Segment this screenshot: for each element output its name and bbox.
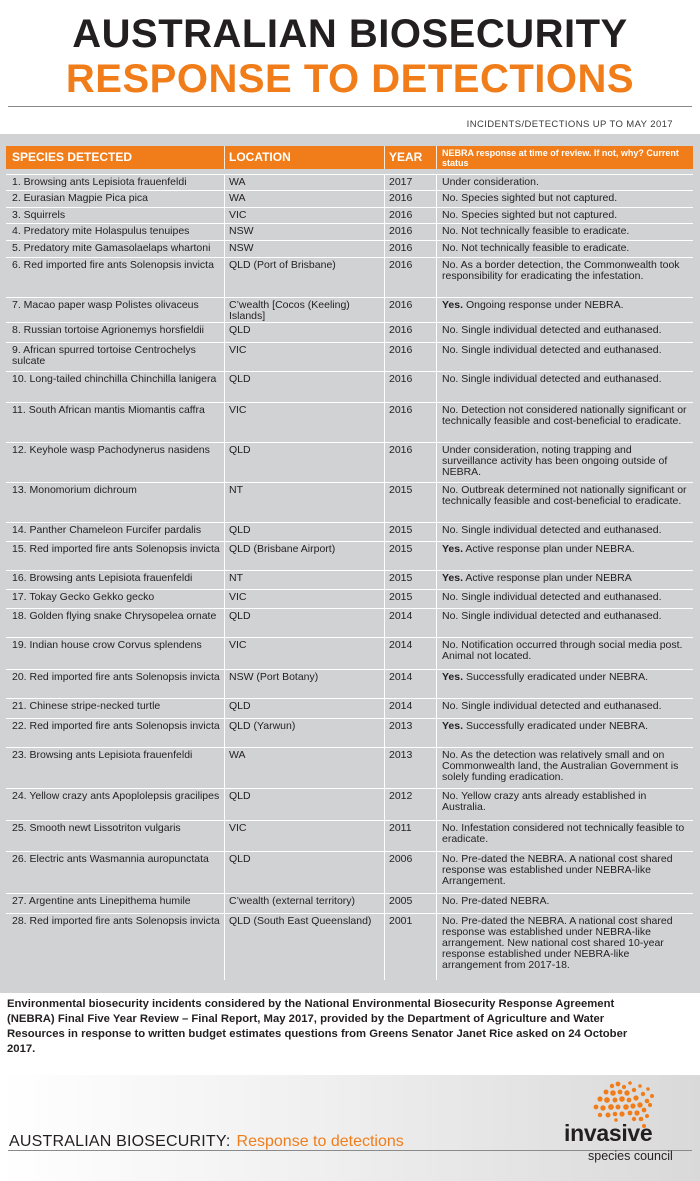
response-text: No. Single individual detected and euthanased. <box>442 700 662 712</box>
response-cell <box>442 592 687 603</box>
response-text: No. Outbreak determined not nationally significant or technically feasible and cost-beneficial to eradicate. <box>442 484 687 507</box>
divider <box>8 106 692 107</box>
column-divider <box>436 821 437 851</box>
species-cell: 1. Browsing ants Lepisiota frauenfeldi <box>12 176 187 188</box>
species-cell: 10. Long-tailed chinchilla Chinchilla lanigera <box>12 373 217 385</box>
species-cell: 12. Keyhole wasp Pachodynerus nasidens <box>12 444 210 456</box>
table-row <box>6 297 693 322</box>
column-divider <box>436 146 437 169</box>
column-divider <box>224 590 225 608</box>
response-text: No. Notification occurred through social media post. Animal not located. <box>442 639 683 662</box>
response-cell <box>442 721 687 732</box>
year-cell: 2016 <box>389 225 413 237</box>
table-row <box>6 718 693 747</box>
column-divider <box>384 372 385 402</box>
column-divider <box>224 403 225 442</box>
species-cell: 2. Eurasian Magpie Pica pica <box>12 192 148 204</box>
year-cell: 2012 <box>389 790 413 802</box>
location-cell: QLD (Port of Brisbane) <box>229 259 336 271</box>
response-text: No. Single individual detected and euthanased. <box>442 524 662 536</box>
year-cell: 2015 <box>389 524 413 536</box>
column-divider <box>384 894 385 913</box>
species-cell: 15. Red imported fire ants Solenopsis invicta <box>12 543 220 555</box>
column-divider <box>436 241 437 257</box>
response-yes-label: Yes. <box>442 543 464 555</box>
column-divider <box>224 852 225 893</box>
column-divider <box>224 542 225 570</box>
response-cell <box>442 374 687 385</box>
footer-title: AUSTRALIAN BIOSECURITY: <box>9 1133 231 1150</box>
column-divider <box>384 852 385 893</box>
column-divider <box>384 719 385 747</box>
location-cell: QLD <box>229 853 251 865</box>
year-cell: 2016 <box>389 242 413 254</box>
year-cell: 2013 <box>389 720 413 732</box>
footer-subtitle: Response to detections <box>236 1133 404 1150</box>
location-cell: QLD <box>229 324 251 336</box>
column-divider <box>224 914 225 980</box>
response-cell <box>442 750 687 783</box>
column-divider <box>436 670 437 698</box>
source-footnote: Environmental biosecurity incidents considered by the National Environmental Biosecurity Response Agreement (NEBRA) Final Five Year Review – Final Report, May 2017, provided by the Department of Agriculture and Water Resources in response to written budget estimates questions from Greens Senator Janet Rice asked on 24 October 2017. <box>7 998 628 1055</box>
year-cell: 2016 <box>389 299 413 311</box>
species-cell: 8. Russian tortoise Agrionemys horsfieldii <box>12 324 205 336</box>
column-divider <box>436 894 437 913</box>
table-row <box>6 402 693 442</box>
location-cell: VIC <box>229 344 247 356</box>
location-cell: VIC <box>229 209 247 221</box>
response-text: Under consideration, noting trapping and surveillance activity has been ongoing outside of NEBRA. <box>442 444 668 478</box>
year-cell: 2016 <box>389 444 413 456</box>
location-cell: C’wealth (external territory) <box>229 895 356 907</box>
footer-caption <box>9 1133 404 1151</box>
table-row <box>6 820 693 851</box>
response-text: No. Infestation considered not technically feasible to eradicate. <box>442 822 685 845</box>
response-text: No. Single individual detected and euthanased. <box>442 373 662 385</box>
response-text: No. Single individual detected and euthanased. <box>442 324 662 336</box>
response-text: No. Yellow crazy ants already established in Australia. <box>442 790 647 813</box>
year-cell: 2016 <box>389 344 413 356</box>
table-row <box>6 851 693 893</box>
column-divider <box>224 241 225 257</box>
response-text: No. Species sighted but not captured. <box>442 209 618 221</box>
column-divider <box>436 748 437 788</box>
column-divider <box>436 343 437 371</box>
header-nebra-response: NEBRA response at time of review. If not, why? Current status <box>442 148 679 168</box>
species-cell: 17. Tokay Gecko Gekko gecko <box>12 591 155 603</box>
column-divider <box>384 343 385 371</box>
year-cell: 2013 <box>389 749 413 761</box>
location-cell: QLD <box>229 373 251 385</box>
column-divider <box>384 191 385 207</box>
table-row <box>6 541 693 570</box>
page-title: AUSTRALIAN BIOSECURITY <box>72 12 628 56</box>
location-cell: QLD <box>229 610 251 622</box>
logo-word-species-council: species council <box>588 1149 673 1163</box>
response-text: No. Single individual detected and euthanased. <box>442 610 662 622</box>
species-cell: 19. Indian house crow Corvus splendens <box>12 639 202 651</box>
column-divider <box>384 175 385 190</box>
column-divider <box>384 670 385 698</box>
column-divider <box>224 821 225 851</box>
table-row <box>6 371 693 402</box>
response-cell <box>442 791 687 813</box>
response-text: No. Single individual detected and euthanased. <box>442 591 662 603</box>
column-divider <box>384 224 385 240</box>
column-divider <box>224 208 225 223</box>
year-cell: 2015 <box>389 572 413 584</box>
species-cell: 24. Yellow crazy ants Apoplolepsis gracilipes <box>12 790 220 802</box>
response-cell <box>442 193 687 204</box>
page-subtitle-heading: RESPONSE TO DETECTIONS <box>65 57 635 101</box>
response-cell <box>442 544 687 555</box>
column-divider <box>224 443 225 482</box>
response-text: No. Pre-dated the NEBRA. A national cost shared response was established under NEBRA-like Arrangement. <box>442 853 673 887</box>
species-cell: 3. Squirrels <box>12 209 66 221</box>
column-divider <box>384 542 385 570</box>
response-cell <box>442 445 687 478</box>
column-divider <box>384 483 385 522</box>
year-cell: 2017 <box>389 176 413 188</box>
column-divider <box>224 298 225 322</box>
column-divider <box>224 638 225 669</box>
response-text: Successfully eradicated under NEBRA. <box>463 720 649 732</box>
column-divider <box>384 146 385 169</box>
response-text: No. Species sighted but not captured. <box>442 192 618 204</box>
column-divider <box>436 789 437 820</box>
response-cell <box>442 210 687 221</box>
year-cell: 2014 <box>389 671 413 683</box>
year-cell: 2016 <box>389 192 413 204</box>
table-row <box>6 190 693 207</box>
column-divider <box>384 789 385 820</box>
species-cell: 25. Smooth newt Lissotriton vulgaris <box>12 822 181 834</box>
column-divider <box>436 542 437 570</box>
column-divider <box>436 699 437 718</box>
response-yes-label: Yes. <box>442 720 464 732</box>
year-cell: 2016 <box>389 404 413 416</box>
column-divider <box>436 191 437 207</box>
location-cell: QLD (Brisbane Airport) <box>229 543 336 555</box>
response-cell <box>442 916 687 971</box>
species-cell: 23. Browsing ants Lepisiota frauenfeldi <box>12 749 193 761</box>
column-divider <box>436 638 437 669</box>
location-cell: WA <box>229 749 246 761</box>
response-text: No. Detection not considered nationally significant or technically feasible and cost-beneficial to eradicate. <box>442 404 687 427</box>
column-divider <box>384 590 385 608</box>
table-row <box>6 570 693 589</box>
invasive-species-council-logo <box>560 1078 700 1178</box>
species-cell: 7. Macao paper wasp Polistes olivaceus <box>12 299 199 311</box>
location-cell: VIC <box>229 822 247 834</box>
response-text: No. As the detection was relatively small and on Commonwealth land, the Australian Government is solely funding eradication. <box>442 749 679 783</box>
location-cell: C’wealth [Cocos (Keeling) Islands] <box>229 299 350 322</box>
column-divider <box>384 638 385 669</box>
table-row <box>6 637 693 669</box>
column-divider <box>224 748 225 788</box>
column-divider <box>384 914 385 980</box>
response-text: No. As a border detection, the Commonwealth took responsibility for eradicating the infestation. <box>442 259 680 282</box>
table-row <box>6 608 693 637</box>
location-cell: VIC <box>229 591 247 603</box>
column-divider <box>384 241 385 257</box>
year-cell: 2014 <box>389 700 413 712</box>
table-row <box>6 913 693 980</box>
response-cell <box>442 177 687 188</box>
column-divider <box>436 609 437 637</box>
response-text: No. Single individual detected and euthanased. <box>442 344 662 356</box>
column-divider <box>224 224 225 240</box>
location-cell: NT <box>229 572 243 584</box>
species-cell: 13. Monomorium dichroum <box>12 484 137 496</box>
column-divider <box>436 571 437 589</box>
column-divider <box>436 258 437 297</box>
column-divider <box>224 372 225 402</box>
column-divider <box>384 748 385 788</box>
table-row <box>6 342 693 371</box>
year-cell: 2015 <box>389 484 413 496</box>
year-cell: 2015 <box>389 591 413 603</box>
response-cell <box>442 640 687 662</box>
table-row <box>6 223 693 240</box>
response-cell <box>442 345 687 356</box>
detections-table <box>0 134 700 993</box>
column-divider <box>224 191 225 207</box>
response-cell <box>442 896 687 907</box>
response-cell <box>442 854 687 887</box>
response-cell <box>442 823 687 845</box>
table-row <box>6 322 693 342</box>
column-divider <box>224 483 225 522</box>
column-divider <box>224 699 225 718</box>
column-divider <box>436 224 437 240</box>
column-divider <box>224 894 225 913</box>
column-divider <box>436 852 437 893</box>
location-cell: QLD <box>229 700 251 712</box>
column-divider <box>224 343 225 371</box>
column-divider <box>224 523 225 541</box>
table-row <box>6 522 693 541</box>
column-divider <box>436 403 437 442</box>
species-cell: 9. African spurred tortoise Centrochelys sulcate <box>12 344 196 367</box>
column-divider <box>436 443 437 482</box>
location-cell: WA <box>229 192 246 204</box>
year-cell: 2011 <box>389 822 412 834</box>
response-text: No. Not technically feasible to eradicate. <box>442 225 630 237</box>
species-cell: 18. Golden flying snake Chrysopelea ornate <box>12 610 217 622</box>
table-row <box>6 669 693 698</box>
year-cell: 2006 <box>389 853 413 865</box>
table-row <box>6 257 693 297</box>
table-row <box>6 240 693 257</box>
table-row <box>6 207 693 223</box>
species-cell: 16. Browsing ants Lepisiota frauenfeldi <box>12 572 193 584</box>
response-cell <box>442 611 687 622</box>
column-divider <box>224 175 225 190</box>
species-cell: 11. South African mantis Miomantis caffra <box>12 404 205 416</box>
column-divider <box>384 443 385 482</box>
logo-word-invasive: invasive <box>564 1120 653 1146</box>
location-cell: QLD <box>229 444 251 456</box>
column-divider <box>384 523 385 541</box>
species-cell: 22. Red imported fire ants Solenopsis invicta <box>12 720 220 732</box>
table-row <box>6 174 693 190</box>
column-divider <box>436 523 437 541</box>
column-divider <box>224 719 225 747</box>
header-location: LOCATION <box>229 150 291 164</box>
column-divider <box>436 323 437 342</box>
column-divider <box>224 323 225 342</box>
column-divider <box>384 609 385 637</box>
year-cell: 2016 <box>389 373 413 385</box>
response-cell <box>442 573 687 584</box>
species-cell: 26. Electric ants Wasmannia auropunctata <box>12 853 209 865</box>
column-divider <box>436 914 437 980</box>
column-divider <box>224 146 225 169</box>
title-block <box>0 0 700 108</box>
column-divider <box>384 323 385 342</box>
response-text: Successfully eradicated under NEBRA. <box>463 671 649 683</box>
column-divider <box>224 571 225 589</box>
species-cell: 21. Chinese stripe-necked turtle <box>12 700 161 712</box>
response-cell <box>442 226 687 237</box>
response-cell <box>442 300 687 311</box>
species-cell: 20. Red imported fire ants Solenopsis invicta <box>12 671 220 683</box>
species-cell: 4. Predatory mite Holaspulus tenuipes <box>12 225 190 237</box>
species-cell: 6. Red imported fire ants Solenopsis invicta <box>12 259 214 271</box>
table-header <box>6 146 693 169</box>
location-cell: NSW <box>229 242 254 254</box>
year-cell: 2005 <box>389 895 413 907</box>
response-text: Ongoing response under NEBRA. <box>463 299 624 311</box>
location-cell: QLD (South East Queensland) <box>229 915 372 927</box>
column-divider <box>436 298 437 322</box>
year-cell: 2016 <box>389 209 413 221</box>
column-divider <box>384 208 385 223</box>
table-row <box>6 893 693 913</box>
column-divider <box>384 258 385 297</box>
response-text: Active response plan under NEBRA. <box>463 543 635 555</box>
response-text: No. Pre-dated the NEBRA. A national cost shared response was established under NEBRA-like arrangement. New national cost shared 10-year response established under NEBRA-like arrangement from 2017-18. <box>442 915 673 971</box>
year-cell: 2015 <box>389 543 413 555</box>
response-text: No. Not technically feasible to eradicate. <box>442 242 630 254</box>
response-cell <box>442 260 687 282</box>
year-cell: 2016 <box>389 324 413 336</box>
location-cell: NSW <box>229 225 254 237</box>
table-row <box>6 788 693 820</box>
response-cell <box>442 485 687 507</box>
header-species: SPECIES DETECTED <box>12 150 133 164</box>
species-cell: 5. Predatory mite Gamasolaelaps whartoni <box>12 242 211 254</box>
column-divider <box>384 571 385 589</box>
location-cell: QLD <box>229 790 251 802</box>
table-row <box>6 589 693 608</box>
response-text: Under consideration. <box>442 176 539 188</box>
location-cell: VIC <box>229 404 247 416</box>
location-cell: VIC <box>229 639 247 651</box>
table-row <box>6 442 693 482</box>
date-range-label: INCIDENTS/DETECTIONS UP TO MAY 2017 <box>466 119 673 130</box>
table-row <box>6 698 693 718</box>
column-divider <box>224 670 225 698</box>
response-yes-label: Yes. <box>442 572 464 584</box>
response-yes-label: Yes. <box>442 299 464 311</box>
column-divider <box>224 258 225 297</box>
location-cell: QLD (Yarwun) <box>229 720 296 732</box>
location-cell: NSW (Port Botany) <box>229 671 319 683</box>
location-cell: QLD <box>229 524 251 536</box>
column-divider <box>384 403 385 442</box>
year-cell: 2014 <box>389 610 413 622</box>
response-cell <box>442 405 687 427</box>
table-row <box>6 482 693 522</box>
column-divider <box>384 298 385 322</box>
location-cell: WA <box>229 176 246 188</box>
location-cell: NT <box>229 484 243 496</box>
response-text: Active response plan under NEBRA <box>463 572 632 584</box>
response-cell <box>442 525 687 536</box>
response-cell <box>442 701 687 712</box>
table-row <box>6 747 693 788</box>
response-text: No. Pre-dated NEBRA. <box>442 895 550 907</box>
column-divider <box>436 590 437 608</box>
column-divider <box>436 483 437 522</box>
column-divider <box>436 719 437 747</box>
year-cell: 2014 <box>389 639 413 651</box>
response-cell <box>442 243 687 254</box>
response-cell <box>442 325 687 336</box>
response-cell <box>442 672 687 683</box>
species-cell: 14. Panther Chameleon Furcifer pardalis <box>12 524 202 536</box>
year-cell: 2001 <box>389 915 413 927</box>
header-year: YEAR <box>389 150 423 164</box>
column-divider <box>436 208 437 223</box>
species-cell: 28. Red imported fire ants Solenopsis invicta <box>12 915 220 927</box>
column-divider <box>224 609 225 637</box>
column-divider <box>436 175 437 190</box>
column-divider <box>384 821 385 851</box>
column-divider <box>224 789 225 820</box>
response-yes-label: Yes. <box>442 671 464 683</box>
column-divider <box>436 372 437 402</box>
species-cell: 27. Argentine ants Linepithema humile <box>12 895 191 907</box>
year-cell: 2016 <box>389 259 413 271</box>
column-divider <box>384 699 385 718</box>
